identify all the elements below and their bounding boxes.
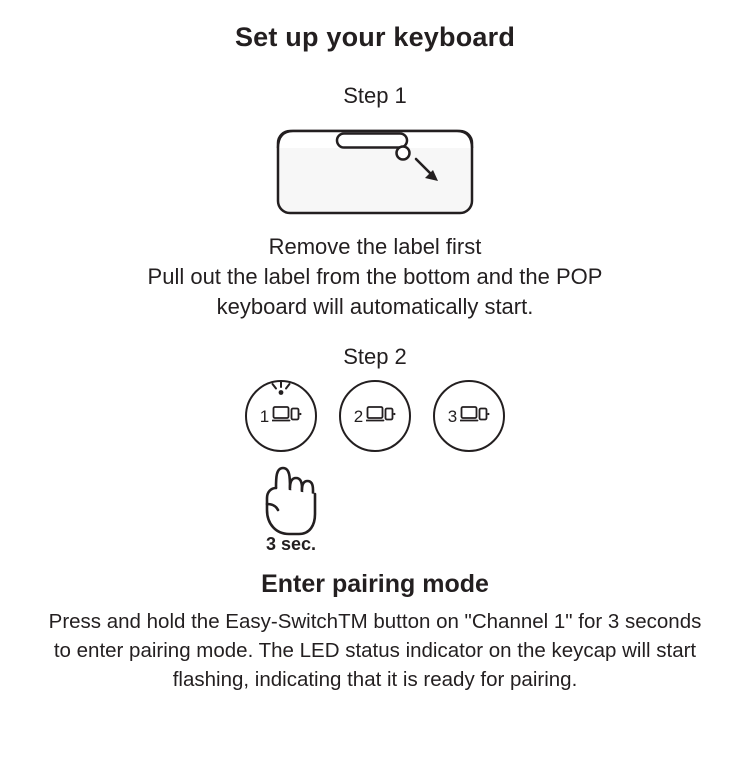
pairing-description-line-1: Press and hold the Easy-SwitchTM button on "Channel 1" for 3 seconds — [48, 610, 702, 633]
step-1-caption-line-1: Remove the label first — [268, 234, 482, 259]
step-2-label: Step 2 — [343, 344, 407, 369]
pairing-mode-description — [0, 607, 750, 694]
device-pairing-icon — [460, 404, 490, 429]
step-1-label: Step 1 — [343, 83, 407, 108]
pairing-description-line-2: to enter pairing mode. The LED status indicator on the keycap will start — [53, 639, 697, 662]
channel-button-2[interactable] — [339, 380, 411, 452]
hold-duration-label: 3 sec. — [265, 534, 317, 554]
step-1-caption — [0, 232, 750, 322]
step-1-caption-line-2: Pull out the label from the bottom and the POP — [147, 264, 603, 289]
step-1-illustration-row — [0, 109, 750, 216]
channel-buttons-row — [0, 380, 750, 452]
device-pairing-icon — [272, 404, 302, 429]
press-and-hold-illustration — [0, 448, 750, 568]
channel-button-1[interactable] — [245, 380, 317, 452]
keyboard-with-pull-tab-icon — [275, 121, 475, 216]
pressing-hand-icon — [245, 448, 337, 545]
pairing-mode-title: Enter pairing mode — [261, 570, 489, 598]
device-pairing-icon — [366, 404, 396, 429]
led-blink-icon — [268, 380, 294, 401]
pairing-description-line-3: flashing, indicating that it is ready for pairing. — [172, 668, 578, 691]
channel-number-1: 1 — [259, 406, 270, 426]
page-title: Set up your keyboard — [234, 22, 516, 52]
channel-number-3: 3 — [447, 406, 458, 426]
channel-number-2: 2 — [353, 406, 364, 426]
setup-guide-page — [0, 22, 750, 772]
step-1-caption-line-3: keyboard will automatically start. — [216, 294, 534, 319]
channel-button-3[interactable] — [433, 380, 505, 452]
